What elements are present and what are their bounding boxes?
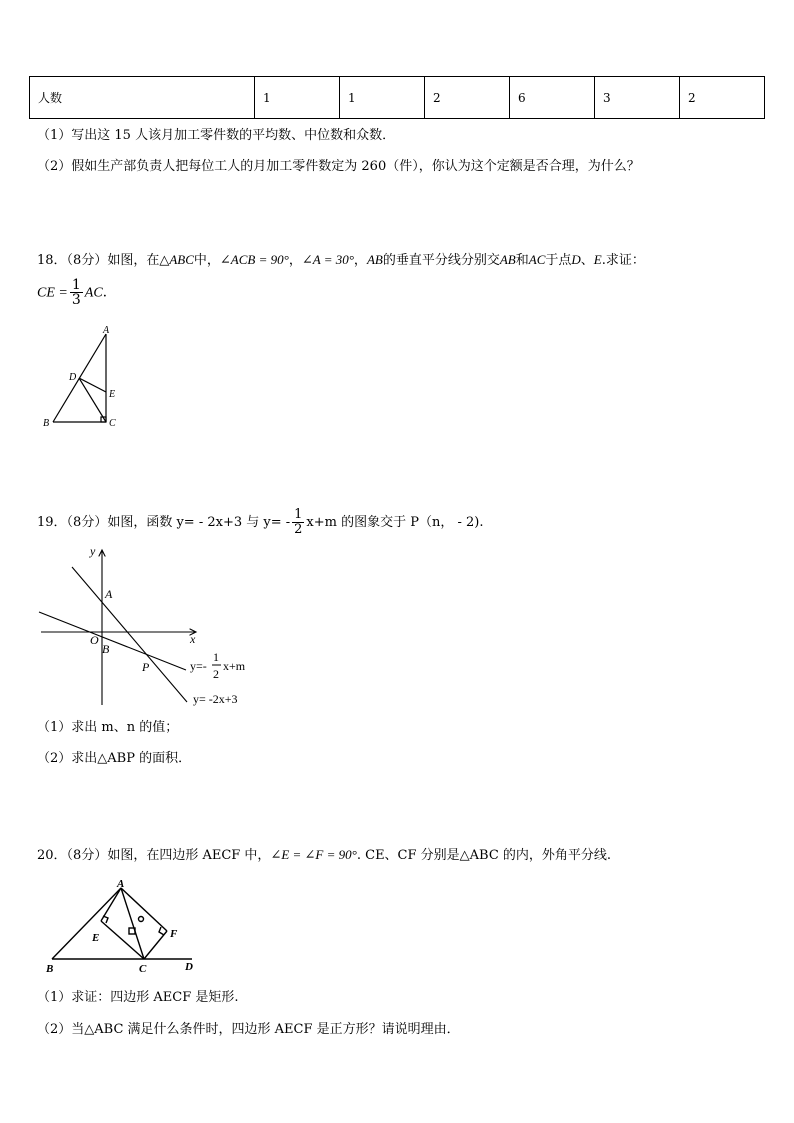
label-a: A <box>117 878 125 890</box>
table-cell: 2 <box>680 77 765 119</box>
fraction-one-half: $\frac{1}{2}$ <box>294 507 303 537</box>
line1-label-suffix: x+m <box>223 659 246 673</box>
label-p: P <box>142 660 150 674</box>
label-c: C <box>109 418 116 429</box>
label-x: x <box>190 632 196 646</box>
line-y-neg-half-x-plus-m <box>39 612 186 670</box>
table-cell: 3 <box>595 77 680 119</box>
label-e: E <box>92 932 100 944</box>
q20-quadrilateral-figure <box>40 878 210 978</box>
q19-graph-figure <box>36 540 276 712</box>
table-row-label: 人数 <box>30 77 255 119</box>
q18-triangle-figure <box>40 322 130 432</box>
q20-statement: 20．（8分）如图，在四边形 AECF 中，∠E = ∠F = 90°. CE、CF 分别是△ABC 的内，外角平分线. <box>37 847 612 863</box>
label-b: B <box>102 642 110 656</box>
label-f: F <box>170 928 178 940</box>
fraction-one-third: $\frac{1}{3}$ <box>71 277 81 308</box>
q19-statement: 19．（8分）如图，函数 y= - 2x+3 与 y= - $\frac{1}{2}$ x+m 的图象交于 P（n， - 2). <box>37 507 484 537</box>
right-angle-mark-e <box>103 916 108 923</box>
line1-label-den: 2 <box>213 667 219 681</box>
angle-mark-circle <box>139 917 144 922</box>
label-a: A <box>103 325 110 336</box>
q20-part2: （2）当△ABC 满足什么条件时，四边形 AECF 是正方形？请说明理由． <box>37 1022 460 1037</box>
label-e: E <box>109 389 116 400</box>
label-y: y <box>90 544 96 558</box>
q18-statement: 18．（8分）如图，在△ABC中，∠ACB = 90°，∠A = 30°，AB的垂直平分线分别交AB和AC于点D、E.求证： <box>37 252 645 268</box>
table-cell: 6 <box>510 77 595 119</box>
label-a: A <box>105 587 113 601</box>
q17-part1: （1）写出这 15 人该月加工零件数的平均数、中位数和众数． <box>37 128 396 143</box>
q19-part1: （1）求出 m、n 的值； <box>37 720 179 735</box>
line1-label-num: 1 <box>213 650 219 664</box>
table-cell: 1 <box>255 77 340 119</box>
frequency-table <box>29 76 765 119</box>
q20-part1: （1）求证：四边形 AECF 是矩形. <box>37 990 239 1005</box>
segment-ab <box>52 888 121 959</box>
line2-label: y= -2x+3 <box>193 692 238 706</box>
label-b: B <box>46 963 54 975</box>
q18-claim: CE = $\frac{1}{3}$ AC. <box>37 277 108 308</box>
label-d: D <box>185 961 193 973</box>
q19-part2: （2）求出△ABP 的面积． <box>37 751 192 766</box>
label-b: B <box>43 418 50 429</box>
table-cell: 2 <box>425 77 510 119</box>
q17-part2: （2）假如生产部负责人把每位工人的月加工零件数定为 260（件），你认为这个定额是否合理，为什么？ <box>37 159 640 174</box>
label-d: D <box>69 372 77 383</box>
label-o: O <box>90 633 99 647</box>
table-row <box>30 77 765 119</box>
table-cell: 1 <box>340 77 425 119</box>
line1-label-prefix: y=- <box>190 659 207 673</box>
label-c: C <box>139 963 147 975</box>
